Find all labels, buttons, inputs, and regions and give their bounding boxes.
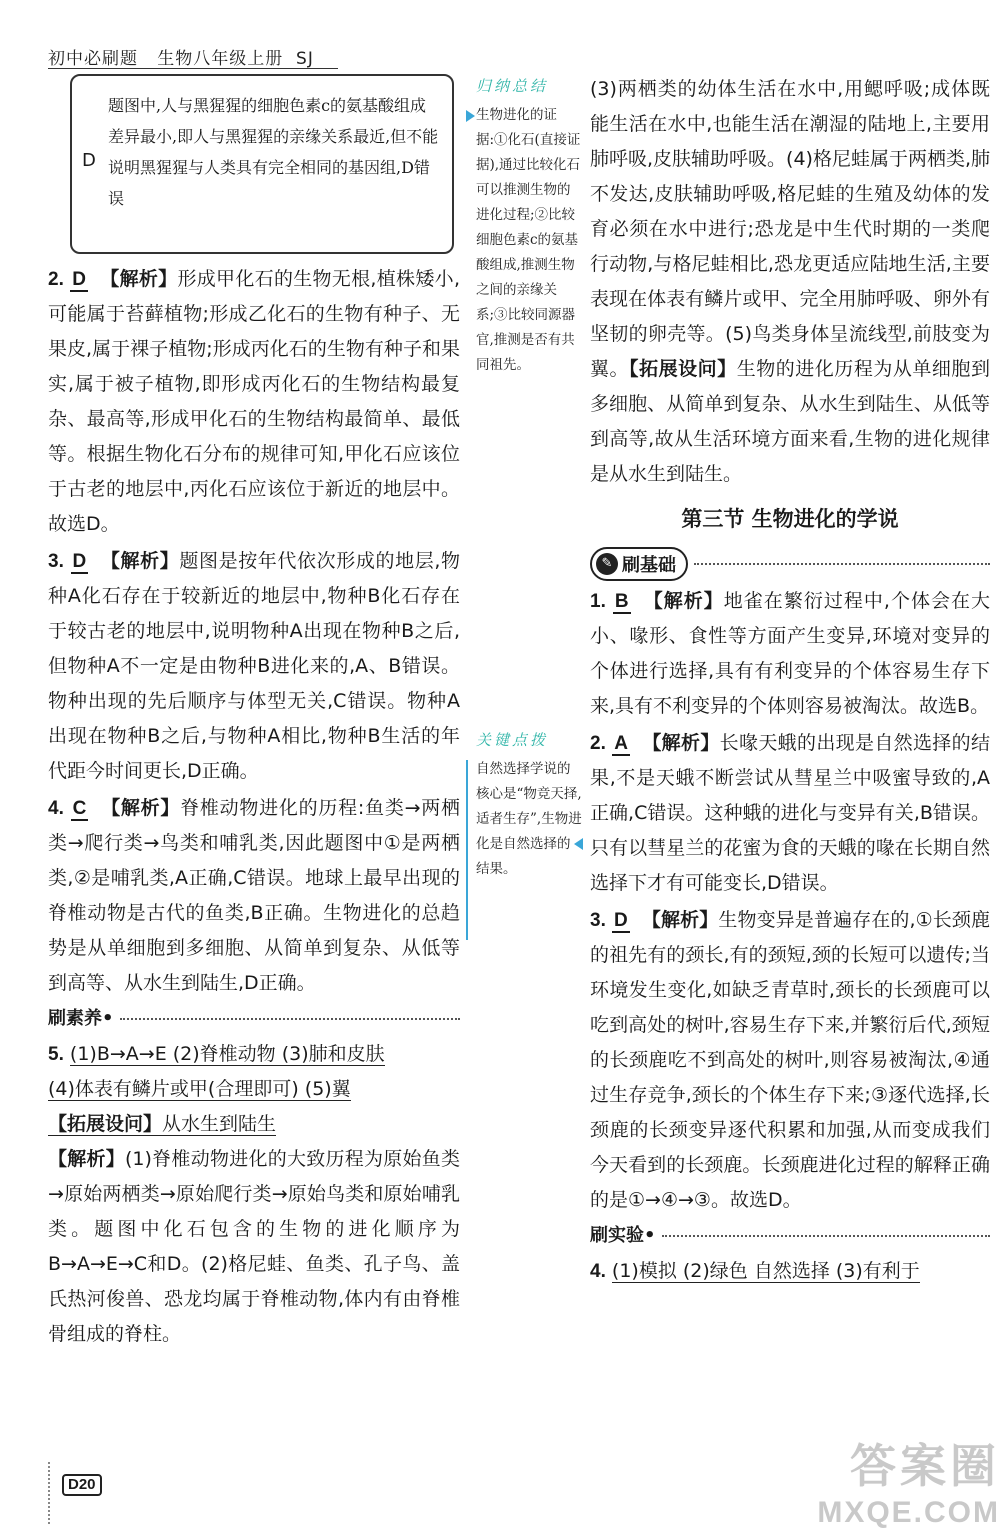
- extension-answer: 从水生到陆生: [162, 1113, 277, 1135]
- question-2-right: [590, 726, 990, 901]
- pen-icon: ✎: [596, 553, 618, 575]
- analysis-tag: 【解析】: [643, 590, 724, 612]
- dotted-rule: [694, 563, 990, 565]
- analysis-text: 题图是按年代依次形成的地层,物种A化石存在于较新近的地层中,物种B化石存在于较古老的地层中,说明物种A出现在物种B之后,但物种A不一定是由物种B进化来的,A、B错误。物种出现的先后顺序与体型无关,C错误。物种A出现在物种B之后,与物种A相比,物种B生活的年代距今时间更长,D正确。: [48, 550, 460, 782]
- extension-tag: 【拓展设问】: [48, 1113, 163, 1135]
- side-note-title: 归纳总结: [476, 77, 549, 95]
- answer-line-2: (4)体表有鳞片或甲(合理即可) (5)翼: [48, 1078, 351, 1100]
- answer-letter: D: [614, 910, 628, 931]
- shiyan-heading: [590, 1218, 990, 1254]
- analysis-text: 形成甲化石的生物无根,植株矮小,可能属于苔藓植物;形成乙化石的生物有种子、无果皮,属于裸子植物;形成丙化石的生物有种子和果实,属于被子植物,即形成丙化石的生物结构最复杂、最高等,形成甲化石的生物结构最简单、最低等。根据生物化石分布的规律可知,甲化石应该位于古老的地层中,丙化石应该位于新近的地层中。故选D。: [48, 268, 460, 535]
- analysis-tag: 【解析】: [642, 732, 720, 754]
- suyang-heading-text: 刷素养•: [48, 1008, 114, 1029]
- question-number: 4.: [48, 798, 64, 819]
- analysis-continued-text: (3)两栖类的幼体生活在水中,用鳃呼吸;成体既能生活在水中,也能生活在潮湿的陆地上,主要用肺呼吸,皮肤辅助呼吸。(4)格尼蛙属于两栖类,肺不发达,皮肤辅助呼吸,格尼蛙的生殖及幼体的发育必须在水中进行;恐龙是中生代时期的一类爬行动物,与格尼蛙相比,恐龙更适应陆地生活,主要表现在体表有鳞片或甲、完全用肺呼吸、卵外有坚韧的卵壳等。(5)鸟类身体呈流线型,前肢变为翼。: [590, 78, 990, 380]
- question-3-right: [590, 903, 990, 1218]
- answer-letter: B: [614, 591, 629, 612]
- extension-tag: 【拓展设问】: [629, 358, 737, 380]
- watermark-logo: [817, 1430, 1000, 1530]
- analysis-tag: 【解析】: [100, 550, 180, 572]
- question-1-right: [590, 584, 990, 724]
- answer-note-box: [70, 74, 454, 254]
- page-number: D20: [62, 1474, 102, 1496]
- watermark-line-1: 答案圈: [850, 1440, 1000, 1492]
- question-number: 2.: [590, 733, 606, 754]
- dotted-rule: [120, 1018, 460, 1020]
- dotted-rule: [662, 1235, 990, 1237]
- shiyan-heading-text: 刷实验•: [590, 1225, 656, 1246]
- page-margin-dots: [48, 1462, 50, 1524]
- answer-line: (1)模拟 (2)绿色 自然选择 (3)有利于: [611, 1260, 920, 1282]
- extension-text: 生物的进化历程为从单细胞到多细胞、从简单到复杂、从水生到陆生、从低等到高等,故从生活环境方面来看,生物的进化规律是从水生到陆生。: [590, 358, 990, 485]
- left-column: [48, 74, 460, 1352]
- analysis-tag: 【解析】: [641, 909, 719, 931]
- side-note-divider: [466, 760, 468, 940]
- answer-line-1: (1)B→A→E (2)脊椎动物 (3)肺和皮肤: [69, 1043, 385, 1065]
- analysis-text: 脊椎动物进化的历程:鱼类→两栖类→爬行类→鸟类和哺乳类,因此题图中①是两栖类,②是哺乳类,A正确,C错误。地球上最早出现的脊椎动物是古代的鱼类,B正确。生物进化的总趋势是从单细胞到多细胞、从简单到复杂、从低等到高等、从水生到陆生,D正确。: [48, 797, 460, 994]
- analysis-tag: 【解析】: [101, 797, 181, 819]
- question-5: [48, 1037, 460, 1352]
- analysis-text: 生物变异是普遍存在的,①长颈鹿的祖先有的颈长,有的颈短,颈的长短可以遗传;当环境发生变化,如缺乏青草时,颈长的长颈鹿可以吃到高处的树叶,容易生存下来,并繁衍后代,颈短的长颈鹿吃不到高处的树叶,则容易被淘汰,④通过生存竞争,颈长的个体生存下来;③逐代选择,长颈鹿的长颈变异逐代积累和加强,从而变成我们今天看到的长颈鹿。长颈鹿进化过程的解释正确的是①→④→③。故选D。: [590, 909, 990, 1211]
- jichu-badge: [590, 544, 990, 584]
- analysis-tag: 【解析】: [48, 1148, 126, 1170]
- question-number: 5.: [48, 1044, 64, 1065]
- suyang-heading: [48, 1001, 460, 1037]
- analysis-text: (1)脊椎动物进化的大致历程为原始鱼类→原始两栖类→原始爬行类→原始鸟类和原始哺乳类。题图中化石包含的生物的进化顺序为B→A→E→C和D。(2)格尼蛙、鱼类、孔子鸟、盖氏热河俊兽、恐龙均属于脊椎动物,体内有由脊椎骨组成的脊柱。: [48, 1148, 460, 1345]
- analysis-text: 地雀在繁衍过程中,个体会在大小、喙形、食性等方面产生变异,环境对变异的个体进行选择,具有有利变异的个体容易生存下来,具有不利变异的个体则容易被淘汰。故选B。: [590, 590, 990, 717]
- right-column: [590, 72, 990, 1289]
- section-title: 第三节 生物进化的学说: [681, 507, 899, 531]
- note-text: 题图中,人与黑猩猩的细胞色素c的氨基酸组成差异最小,即人与黑猩猩的亲缘关系最近,但不能说明黑猩猩与人类具有完全相同的基因组,D错误: [108, 96, 439, 208]
- question-number: 2.: [48, 269, 64, 290]
- question-3-left: [48, 544, 460, 789]
- side-note-text: 生物进化的证据:①化石(直接证据),通过比较化石可以推测生物的进化过程;②比较细胞色素c的氨基酸组成,推测生物之间的亲缘关系;③比较同源器官,推测是否有共同祖先。: [476, 107, 581, 373]
- analysis-text: 长喙天蛾的出现是自然选择的结果,不是天蛾不断尝试从彗星兰中吸蜜导致的,A正确,C错误。这种蛾的进化与变异有关,B错误。只有以彗星兰的花蜜为食的天蛾的喙在长期自然选择下才有可能变长,D错误。: [590, 732, 990, 894]
- question-number: 3.: [48, 551, 64, 572]
- answer-letter: D: [72, 551, 87, 572]
- question-number: 4.: [590, 1261, 606, 1282]
- note-letter: D: [82, 150, 96, 171]
- pointer-arrow-icon: [574, 838, 583, 850]
- subject-title: 生物八年级上册: [157, 49, 284, 69]
- question-number: 1.: [590, 591, 606, 612]
- edition-label: SJ: [296, 49, 314, 69]
- jichu-pill: [590, 547, 688, 581]
- question-4-right: [590, 1254, 990, 1289]
- header-rule: [48, 68, 338, 69]
- book-title: 初中必刷题: [48, 49, 138, 69]
- jichu-label: 刷基础: [622, 555, 676, 576]
- running-header: [48, 44, 314, 69]
- question-4-left: [48, 791, 460, 1001]
- question-number: 3.: [590, 910, 606, 931]
- answer-letter: C: [72, 798, 87, 819]
- side-note-key: [466, 728, 582, 882]
- side-note-summary: [466, 74, 582, 378]
- question-5-continued: [590, 72, 990, 492]
- side-note-text: 自然选择学说的核心是“物竞天择,适者生存”,生物进化是自然选择的结果。: [476, 761, 582, 877]
- analysis-tag: 【解析】: [100, 268, 178, 290]
- answer-letter: D: [72, 269, 86, 290]
- pointer-arrow-icon: [466, 110, 475, 122]
- answer-letter: A: [614, 733, 628, 754]
- watermark-line-2: MXQE.COM: [817, 1496, 1000, 1529]
- side-note-title: 关键点拨: [476, 731, 549, 749]
- question-2-left: [48, 262, 460, 542]
